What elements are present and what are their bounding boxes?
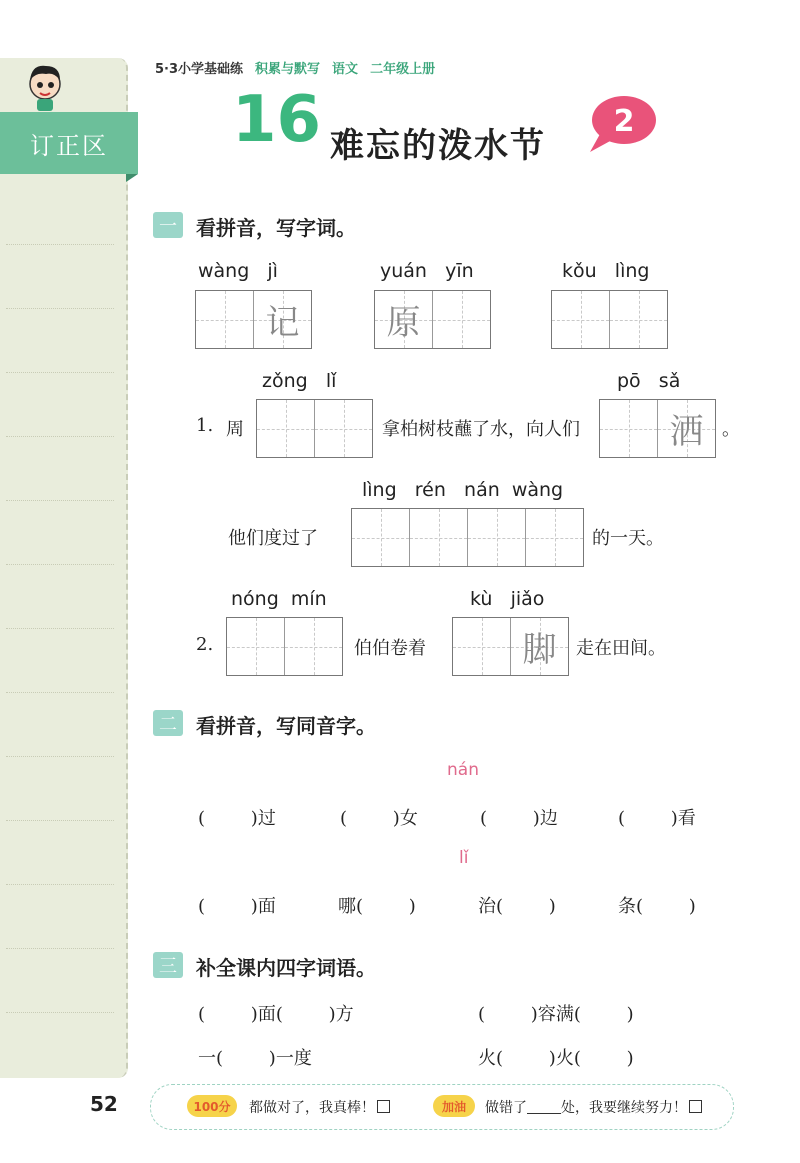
- homophone-blank[interactable]: ( )过: [198, 808, 276, 829]
- s3-pinyin-2: kù jiǎo: [470, 588, 545, 610]
- correction-area-label: 订正区: [30, 131, 108, 160]
- checkbox-2[interactable]: [689, 1100, 702, 1113]
- homophone-1-pinyin: nán: [447, 760, 479, 780]
- self-check-2-text-a: 做错了: [485, 1100, 527, 1116]
- s1-pinyin-2: pō sǎ: [617, 370, 681, 392]
- correction-area-tab: [0, 112, 138, 174]
- part-badge-icon: [586, 94, 658, 154]
- char-cell[interactable]: [526, 509, 583, 566]
- homophone-blank[interactable]: 哪( ): [338, 896, 416, 917]
- sidebar-rule: [6, 244, 114, 245]
- s3-pinyin-1: nóng mín: [231, 588, 327, 610]
- s2-grid[interactable]: [351, 508, 584, 567]
- mascot-icon: [20, 60, 70, 112]
- char-cell[interactable]: [254, 291, 311, 348]
- book-name: 积累与默写: [255, 62, 321, 77]
- sidebar-rule: [6, 628, 114, 629]
- char-hint: [433, 291, 490, 348]
- idiom-blank[interactable]: ( )容满( ): [478, 1004, 634, 1025]
- s2-before: 他们度过了: [228, 528, 318, 549]
- cheer-badge: 加油: [433, 1095, 475, 1117]
- s1-end: 。: [722, 419, 740, 440]
- lesson-number: 16: [232, 83, 322, 157]
- char-hint: [610, 291, 667, 348]
- section-1-mark: 一: [153, 212, 183, 238]
- word-2-pinyin: yuán yīn: [380, 260, 474, 282]
- s1-pinyin-1: zǒng lǐ: [262, 370, 337, 392]
- homophone-blank[interactable]: ( )边: [480, 808, 558, 829]
- char-hint: [600, 400, 657, 457]
- word-1-pinyin: wàng jì: [198, 260, 278, 282]
- char-cell[interactable]: [285, 618, 342, 675]
- char-cell[interactable]: [658, 400, 715, 457]
- checkbox-1[interactable]: [377, 1100, 390, 1113]
- section-2-mark: 二: [153, 710, 183, 736]
- char-cell[interactable]: [375, 291, 433, 348]
- correction-sidebar: [0, 58, 128, 1078]
- book-header: [155, 58, 435, 77]
- s3-number: 2.: [196, 634, 214, 655]
- sidebar-rule: [6, 564, 114, 565]
- homophone-2-pinyin: lǐ: [459, 848, 469, 868]
- s3-middle: 伯伯卷着: [354, 638, 426, 659]
- error-count-blank[interactable]: [527, 1099, 561, 1114]
- char-hint: [552, 291, 609, 348]
- sidebar-rule: [6, 1012, 114, 1013]
- char-cell[interactable]: [511, 618, 568, 675]
- homophone-blank[interactable]: ( )女: [340, 808, 418, 829]
- char-cell[interactable]: [227, 618, 285, 675]
- s1-grid-1[interactable]: [256, 399, 373, 458]
- s1-middle: 拿柏树枝蘸了水，向人们: [382, 419, 580, 440]
- char-cell[interactable]: [468, 509, 526, 566]
- char-cell[interactable]: [600, 400, 658, 457]
- self-check-1-text: 都做对了，我真棒！: [249, 1100, 375, 1116]
- subject-name: 语文: [332, 62, 359, 77]
- sidebar-rule: [6, 372, 114, 373]
- char-hint: 洒: [669, 412, 704, 452]
- homophone-blank[interactable]: ( )面: [198, 896, 276, 917]
- s3-grid-1[interactable]: [226, 617, 343, 676]
- word-3-pinyin: kǒu lìng: [562, 260, 650, 282]
- self-check-2-text-b: 处，我要继续努力！: [561, 1100, 687, 1116]
- self-check-1: [249, 1097, 390, 1117]
- sidebar-rule: [6, 884, 114, 885]
- series-name: 5·3小学基础练: [155, 62, 244, 77]
- lesson-title: 难忘的泼水节: [330, 126, 546, 166]
- sidebar-rule: [6, 820, 114, 821]
- char-hint: 脚: [522, 630, 557, 670]
- self-check-2: [485, 1097, 702, 1117]
- char-cell[interactable]: [453, 618, 511, 675]
- char-cell[interactable]: [315, 400, 372, 457]
- section-2-title: 看拼音，写同音字。: [196, 714, 376, 738]
- char-hint: 原: [386, 303, 421, 343]
- section-3-mark: 三: [153, 952, 183, 978]
- idiom-blank[interactable]: 一( )一度: [198, 1048, 312, 1069]
- s3-end: 走在田间。: [576, 638, 666, 659]
- char-cell[interactable]: [352, 509, 410, 566]
- sidebar-rule: [6, 500, 114, 501]
- char-cell[interactable]: [196, 291, 254, 348]
- homophone-blank[interactable]: 条( ): [618, 896, 696, 917]
- char-hint: 记: [265, 303, 300, 343]
- s2-pinyin: lìng rén nán wàng: [362, 479, 564, 501]
- char-hint: [453, 618, 510, 675]
- self-assessment-bar: [150, 1084, 734, 1130]
- idiom-blank[interactable]: ( )面( )方: [198, 1004, 354, 1025]
- char-cell[interactable]: [410, 509, 468, 566]
- homophone-blank[interactable]: ( )看: [618, 808, 696, 829]
- word-1-grid[interactable]: [195, 290, 312, 349]
- homophone-blank[interactable]: 治( ): [478, 896, 556, 917]
- s2-end: 的一天。: [592, 528, 664, 549]
- word-3-grid[interactable]: [551, 290, 668, 349]
- sidebar-rule: [6, 692, 114, 693]
- word-2-grid[interactable]: [374, 290, 491, 349]
- s1-number: 1.: [196, 415, 214, 436]
- char-hint: [196, 291, 253, 348]
- char-cell[interactable]: [257, 400, 315, 457]
- page-number: 52: [90, 1092, 118, 1116]
- section-1-title: 看拼音，写字词。: [196, 216, 356, 240]
- s1-before: 周: [226, 419, 244, 440]
- section-3-title: 补全课内四字词语。: [196, 956, 376, 980]
- sidebar-rule: [6, 308, 114, 309]
- svg-text:2: 2: [613, 104, 635, 139]
- idiom-blank[interactable]: 火( )火( ): [478, 1048, 634, 1069]
- char-cell[interactable]: [610, 291, 667, 348]
- s3-grid-2[interactable]: [452, 617, 569, 676]
- sidebar-rule: [6, 756, 114, 757]
- grade-name: 二年级上册: [370, 62, 436, 77]
- sidebar-rule: [6, 436, 114, 437]
- char-cell[interactable]: [433, 291, 490, 348]
- sidebar-rule: [6, 948, 114, 949]
- s1-grid-2[interactable]: [599, 399, 716, 458]
- perfect-score-badge: 100分: [187, 1095, 237, 1117]
- char-cell[interactable]: [552, 291, 610, 348]
